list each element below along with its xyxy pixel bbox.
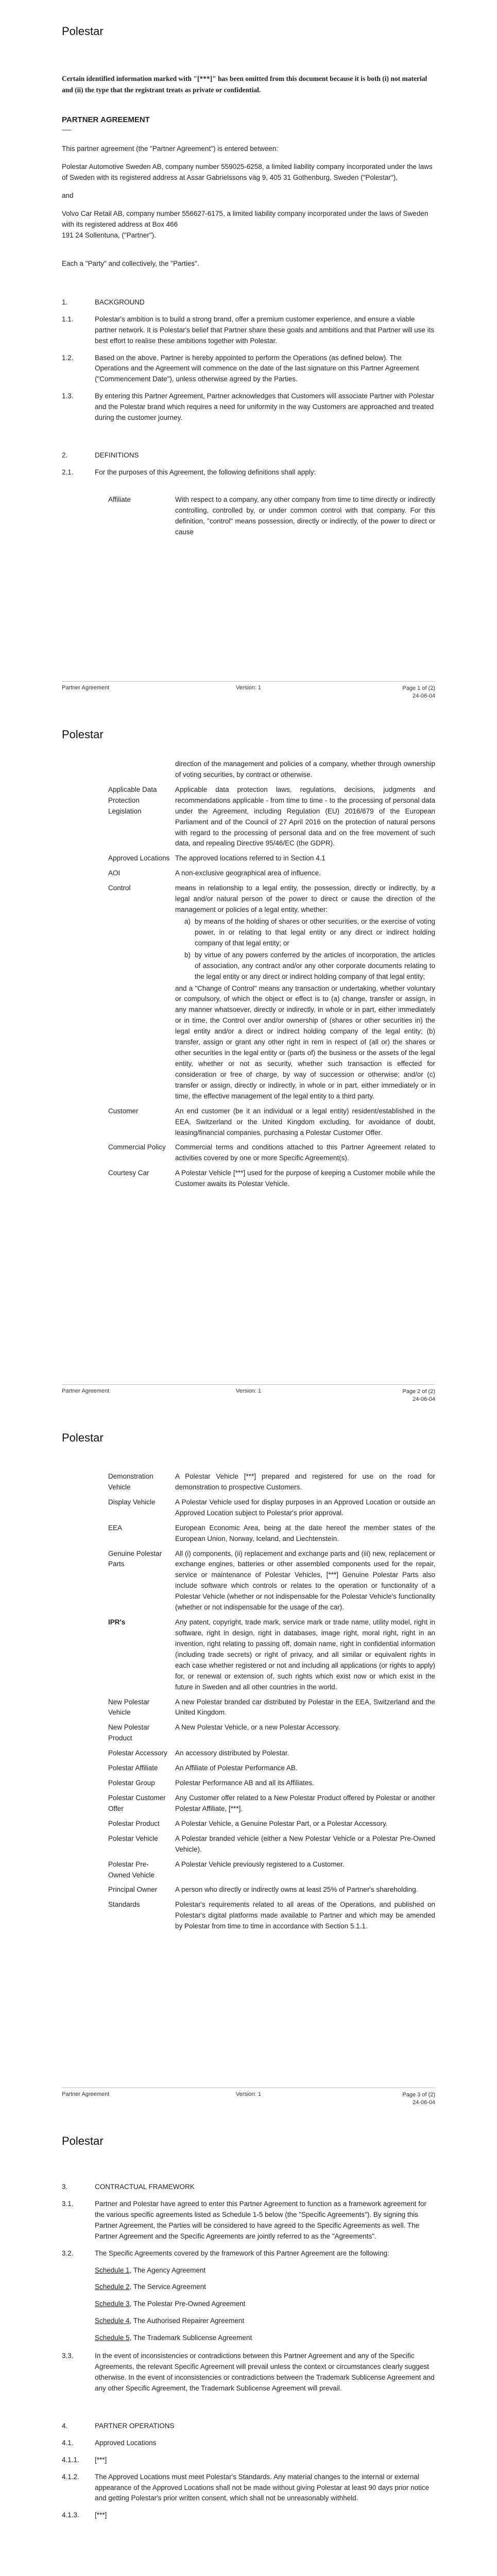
definition-body: Applicable data protection laws, regulations, decisions, judgments and recommendations applicable - from time to time - to the processing of personal data under the Agreement, including Regulation (EU) 2016/679 of the European Parliament and of the Council of 27 April 2016 on the protection of natural persons with regard to the processing of personal data and on the free movement of such data, and repealing Directive 95/46/EC (the GDPR). — [175, 785, 435, 848]
definition-term: New Polestar Vehicle — [108, 1698, 150, 1717]
section-number: 2. — [62, 451, 68, 460]
definition-body: European Economic Area, being at the date hereof the member states of the European Union, Norway, Iceland, and Liechtenstein. — [175, 1523, 435, 1543]
clause-number: 1.1. — [62, 315, 74, 323]
footer-version: Version: 1 — [236, 1388, 261, 1394]
clause-text: In the event of inconsistencies or contradictions between this Partner Agreement and any of the Specific Agreements, the relevant Specific Agreement will prevail unless the context or circumstances clearly suggest otherwise. In the event of inconsistencies or contradictions between the Trademark Sublicense Agreement and any other Specific Agreement, the Trademark Sublicense Agreement will prevail. — [95, 2352, 435, 2392]
definition-control — [62, 883, 435, 1101]
definition-body: With respect to a company, any other company from time to time directly or indirectly controlling, controlled by, or under common control with that company. For this definition, "control" means possession, directly or indirectly, of the power to direct or cause — [175, 495, 435, 536]
definition-body: Polestar's requirements related to all areas of the Operations, and published on Polestar's digital platforms made available to Partner and which may be amended by Polestar from time to time in accordance with Section 5.1.1. — [175, 1901, 435, 1930]
footer-date: 24-06-04 — [412, 1396, 435, 1402]
definition-body: An end customer (be it an individual or a legal entity) resident/established in the EEA, Switzerland or the United Kingdom excluding, for avoidance of doubt, leasing/financial companies, purchasing a Polestar Customer Offer. — [175, 1107, 435, 1137]
definition-row — [62, 1885, 435, 1895]
clause-text: For the purposes of this Agreement, the following definitions shall apply: — [95, 468, 316, 476]
party-polestar: Polestar Automotive Sweden AB, company number 559025-6258, a limited liability company incorporated under the laws of Sweden with its registered address at Assar Gabrielssons väg 9, 405 31 Gothenburg, Sweden ("Polestar"), — [62, 163, 433, 182]
clause-number: 4.1.3. — [62, 2511, 79, 2519]
page-1-content — [62, 73, 435, 542]
section-title: PARTNER OPERATIONS — [95, 2421, 175, 2430]
definition-row — [62, 1722, 435, 1744]
section-title: DEFINITIONS — [95, 451, 139, 460]
parties-collective: Each a "Party" and collectively, the "Parties". — [62, 259, 199, 267]
brand-logo: Polestar — [62, 728, 104, 741]
brand-logo: Polestar — [62, 2134, 104, 2147]
definition-body: Any Customer offer related to a New Polestar Product offered by Polestar or another Polestar Affiliate, [***]. — [175, 1793, 435, 1812]
schedule-list — [95, 2265, 435, 2344]
page-3-content — [62, 1471, 435, 1936]
schedule-name: , The Service Agreement — [129, 2283, 206, 2291]
definition-row — [62, 868, 435, 879]
definition-row — [62, 1834, 435, 1855]
clause-number: 2.1. — [62, 468, 74, 476]
schedule-link[interactable]: Schedule 2 — [95, 2283, 130, 2291]
definition-term: Polestar Customer Offer — [108, 1793, 166, 1812]
schedule-name: , The Polestar Pre-Owned Agreement — [129, 2300, 246, 2308]
definition-body: A Polestar Vehicle used for display purposes in an Approved Location or outside an Approved Location subject to Polestar's prior approval. — [175, 1498, 435, 1517]
clause-number: 4.1.1. — [62, 2455, 79, 2464]
definition-body: A Polestar Vehicle [***] used for the purpose of keeping a Customer mobile while the Customer awaits its Polestar Vehicle. — [175, 1169, 435, 1188]
clause-text: The Approved Locations must meet Polestar's Standards. Any material changes to the internal or external appearance of the Approved Locations shall not be made without giving Polestar at least 90 days prior notice and getting Polestar's prior written consent, which shall not be unreasonably withheld. — [95, 2472, 430, 2502]
section-title: CONTRACTUAL FRAMEWORK — [95, 2183, 195, 2191]
definition-row — [62, 785, 435, 850]
section-1-heading — [62, 297, 435, 308]
footer-version: Version: 1 — [236, 2091, 261, 2097]
definition-body: A Polestar Vehicle [***] prepared and registered for use on the road for demonstration to prospective Customers. — [175, 1472, 435, 1491]
definition-term: Genuine Polestar Parts — [108, 1549, 162, 1568]
clause-2-1 — [62, 467, 435, 478]
item-text: by means of the holding of shares or other securities, or the exercise of voting power, in or relating to that legal entity or any direct or indirect holding company of that legal entity; or — [195, 917, 435, 947]
clause-number: 3.1. — [62, 2199, 74, 2208]
page-3 — [0, 1406, 497, 2110]
page-number: Page 2 of (2) — [402, 1388, 435, 1395]
clause-text: Partner and Polestar have agreed to enter this Partner Agreement to function as a framework agreement for the various specific agreements listed as Schedule 1-5 below (the "Specific Agreements"). By signing this Partner Agreement, the Parties will be considered to have agreed to the Specific Agreements as well. The Partner Agreement and the Specific Agreements are jointly referred to as the "Agreements". — [95, 2199, 426, 2240]
definition-affiliate-continued — [62, 759, 435, 781]
definition-term: IPR's — [108, 1618, 126, 1626]
footer-title: Partner Agreement — [62, 1388, 110, 1394]
definition-term: Standards — [108, 1901, 140, 1909]
definition-affiliate — [62, 495, 435, 538]
definition-term: Commercial Policy — [108, 1143, 166, 1151]
definition-row — [62, 1748, 435, 1759]
definition-row — [62, 1793, 435, 1815]
definition-term: New Polestar Product — [108, 1723, 150, 1742]
item-text: by virtue of any powers conferred by the articles of incorporation, the articles of association, any contract and/or any other corporate documents relating to the legal entity or any direct or indirect holding company of that legal entity; — [195, 951, 435, 980]
schedule-item — [95, 2333, 435, 2344]
section-2-heading — [62, 450, 435, 461]
definition-body: Any patent, copyright, trade mark, service mark or trade name, utility model, right in software, right in design, right in databases, image right, moral right, right in an invention, right relating to passing off, domain name, right in confidential information (including trade secrets) or right of privacy, and all similar or equivalent rights in each case whether registered or not and including all applications (or rights to apply) for, or renewal or extension of, such rights which exist now or which exist in the future in Sweden and all other countries in the world. — [175, 1618, 435, 1691]
section-number: 4. — [62, 2421, 68, 2430]
definition-row — [62, 1763, 435, 1774]
footer-title: Partner Agreement — [62, 2091, 110, 2097]
definition-term: Control — [108, 884, 131, 892]
definition-term: Polestar Vehicle — [108, 1834, 158, 1842]
control-intro: means in relationship to a legal entity, the possession, directly or indirectly, by a legal and/or natural person of the power to direct or cause the direction of the management or policies of a legal entity, whether: — [175, 884, 435, 914]
clause-text: [***] — [95, 2455, 107, 2464]
footer-version: Version: 1 — [236, 685, 261, 691]
clause-title: Approved Locations — [95, 2438, 157, 2447]
definition-body: A Polestar Vehicle previously registered to a Customer. — [175, 1860, 345, 1868]
section-3-heading — [62, 2182, 435, 2193]
definition-term: AOI — [108, 869, 121, 877]
clause-number: 4.1. — [62, 2438, 74, 2447]
clause-4-1-3 — [62, 2510, 435, 2521]
definition-term: Demonstration Vehicle — [108, 1472, 153, 1491]
clause-number: 4.1.2. — [62, 2472, 79, 2481]
clause-4-1-1 — [62, 2455, 435, 2466]
definition-body: All (i) components, (ii) replacement and exchange parts and (iii) new, replacement or exchange engines, batteries or other assembled components used for the repair, service or maintenance of Polestar Vehicles, [***] Genuine Polestar Parts also include software which controls or relates to the operation or functionality of a Polestar Vehicle (whether or not indispensable for the Polestar Vehicle's functionality (whether or not indispensable for the usage of the car). — [175, 1549, 435, 1612]
item-letter: b) — [184, 951, 191, 959]
footer-date: 24-06-04 — [412, 2099, 435, 2106]
definition-row — [62, 1617, 435, 1692]
schedule-link[interactable]: Schedule 3 — [95, 2300, 130, 2308]
definition-row — [62, 1497, 435, 1519]
clause-text: Polestar's ambition is to build a strong brand, offer a premium customer experience, and ensure a viable partner network. It is Polestar's belief that Partner share these goals and ambitions and that Partner will use its best effort to realise these ambitions together with Polestar. — [95, 315, 435, 345]
page-4-content — [62, 2182, 435, 2527]
clause-1-2 — [62, 353, 435, 385]
definition-body: A New Polestar Vehicle, or a new Polestar Accessory. — [175, 1723, 340, 1732]
definition-row — [62, 853, 435, 864]
definition-row — [62, 1523, 435, 1545]
page-4 — [0, 2110, 497, 2576]
definition-body: A Polestar branded vehicle (either a New Polestar Vehicle or a Polestar Pre-Owned Vehicle). — [175, 1834, 435, 1853]
control-item-b — [175, 950, 435, 982]
page-footer — [62, 1384, 435, 1403]
definition-row — [62, 1142, 435, 1164]
clause-4-1 — [62, 2438, 435, 2449]
brand-logo: Polestar — [62, 25, 104, 38]
definition-term: Approved Locations — [108, 854, 170, 862]
page-footer — [62, 681, 435, 700]
definition-term: Courtesy Car — [108, 1169, 149, 1177]
definition-body: Commercial terms and conditions attached to this Partner Agreement related to activities covered by one or more Specific Agreement(s). — [175, 1143, 435, 1162]
definition-term: Principal Owner — [108, 1886, 158, 1894]
definition-term: Polestar Group — [108, 1779, 155, 1787]
definition-row — [62, 1549, 435, 1614]
definition-term: Polestar Accessory — [108, 1749, 167, 1757]
schedule-link[interactable]: Schedule 1 — [95, 2266, 130, 2274]
definition-row — [62, 1819, 435, 1829]
definition-row — [62, 1900, 435, 1932]
definition-body — [175, 883, 435, 1101]
clause-number: 1.3. — [62, 392, 74, 400]
schedule-item — [95, 2316, 435, 2327]
definition-body: direction of the management and policies of a company, whether through ownership of voting securities, by contract or otherwise. — [175, 760, 435, 778]
clause-number: 3.3. — [62, 2352, 74, 2360]
clause-1-1 — [62, 314, 435, 347]
definition-term: Display Vehicle — [108, 1498, 156, 1506]
section-number: 3. — [62, 2183, 68, 2191]
footer-date: 24-06-04 — [412, 692, 435, 699]
definition-term: Polestar Product — [108, 1819, 160, 1827]
clause-number: 3.2. — [62, 2249, 74, 2257]
definition-body: A new Polestar branded car distributed by Polestar in the EEA, Switzerland and the United Kingdom. — [175, 1698, 435, 1717]
section-4-heading — [62, 2421, 435, 2432]
definition-body: The approved locations referred to in Section 4.1 — [175, 854, 325, 862]
brand-logo: Polestar — [62, 1431, 104, 1444]
clause-1-3 — [62, 391, 435, 423]
page-2-content — [62, 759, 435, 1194]
schedule-item — [95, 2265, 435, 2276]
schedule-link[interactable]: Schedule 5 — [95, 2334, 130, 2342]
definition-term: Affiliate — [108, 495, 131, 503]
page-number: Page 1 of (2) — [402, 685, 435, 691]
page-1 — [0, 0, 497, 703]
schedule-name: , The Agency Agreement — [129, 2266, 206, 2274]
definition-term: Polestar Affiliate — [108, 1764, 158, 1772]
definition-row — [62, 1859, 435, 1881]
schedule-link[interactable]: Schedule 4 — [95, 2317, 130, 2325]
section-title: BACKGROUND — [95, 298, 145, 306]
clause-number: 1.2. — [62, 353, 74, 362]
definition-row — [62, 1106, 435, 1139]
definition-term: Polestar Pre-Owned Vehicle — [108, 1860, 155, 1879]
definition-term: Applicable Data Protection Legislation — [108, 785, 157, 815]
schedule-item — [95, 2282, 435, 2293]
definition-row — [62, 1471, 435, 1493]
document-title: PARTNER AGREEMENT — [62, 115, 150, 125]
page-footer — [62, 2088, 435, 2107]
intro-paragraph: This partner agreement (the "Partner Agreement") is entered between: — [62, 145, 279, 153]
definition-row — [62, 1778, 435, 1789]
definition-term: Customer — [108, 1107, 139, 1115]
clause-text: [***] — [95, 2511, 107, 2519]
schedule-item — [95, 2299, 435, 2310]
item-letter: a) — [184, 917, 191, 925]
definition-body: A person who directly or indirectly owns at least 25% of Partner's shareholding. — [175, 1886, 418, 1894]
control-item-a — [175, 917, 435, 949]
clause-text: By entering this Partner Agreement, Partner acknowledges that Customers will associate Partner with Polestar and the Polestar brand which requires a need for uniformity in the way Customers are approached and treated during the customer journey. — [95, 392, 434, 422]
definition-body: An Affiliate of Polestar Performance AB. — [175, 1764, 298, 1772]
definition-row — [62, 1168, 435, 1190]
definition-body: A non-exclusive geographical area of influence. — [175, 869, 321, 877]
clause-3-1 — [62, 2199, 435, 2242]
definition-body: An accessory distributed by Polestar. — [175, 1749, 289, 1757]
party-partner: Volvo Car Retail AB, company number 556627-6175, a limited liability company incorporated under the laws of Sweden with its registered address at Box 466 191 24 Sollentuna, ("Partner"). — [62, 210, 429, 239]
clause-3-3 — [62, 2351, 435, 2394]
clause-text: The Specific Agreements covered by the framework of this Partner Agreement are the following: — [95, 2249, 389, 2257]
and-text: and — [62, 192, 74, 200]
clause-4-1-2 — [62, 2472, 435, 2504]
definition-body: Polestar Performance AB and all its Affiliates. — [175, 1779, 314, 1787]
page-2 — [0, 703, 497, 1406]
schedule-name: , The Trademark Sublicense Agreement — [129, 2334, 252, 2342]
confidentiality-disclaimer: Certain identified information marked with "[***]" has been omitted from this document because it is both (i) not material and (ii) the type that the registrant treats as private or confidential. — [62, 75, 427, 94]
change-of-control-text: and a "Change of Control" means any transaction or undertaking, whether voluntary or compulsory, of which the object or effect is to (a) change, transfer or assign, in any manner whatsoever, directly or indirectly, in whole or in part, either immediately or in time, the Control over and/or ownership of (shares or other securities in) the legal entity and/or a direct or indirect holding company of the legal entity; (b) transfer, assign or grant any other right in rem in respect of (all or) the shares or other securities in the legal entity or (parts of) the business or the assets of the legal entity, whether or not as security, whether such transaction is effected for consideration or free of charge, by way of succession or otherwise; and/or (c) transfer or assign, directly or indirectly, in whole or in part, either immediately or in time, the effective management of the legal entity to a third party. — [175, 984, 435, 1100]
definition-row — [62, 1697, 435, 1719]
footer-title: Partner Agreement — [62, 685, 110, 691]
definition-term: EEA — [108, 1523, 123, 1532]
section-number: 1. — [62, 298, 68, 306]
definition-body: A Polestar Vehicle, a Genuine Polestar Part, or a Polestar Accessory. — [175, 1819, 388, 1827]
schedule-name: , The Authorised Repairer Agreement — [129, 2317, 245, 2325]
clause-text: Based on the above, Partner is hereby appointed to perform the Operations (as defined below). The Operations and the Agreement will commence on the date of the last signature on this Partner Agreement ("Commencement Date"), unless otherwise agreed by the Parties. — [95, 353, 419, 383]
clause-3-2 — [62, 2248, 435, 2259]
page-number: Page 3 of (2) — [402, 2092, 435, 2098]
